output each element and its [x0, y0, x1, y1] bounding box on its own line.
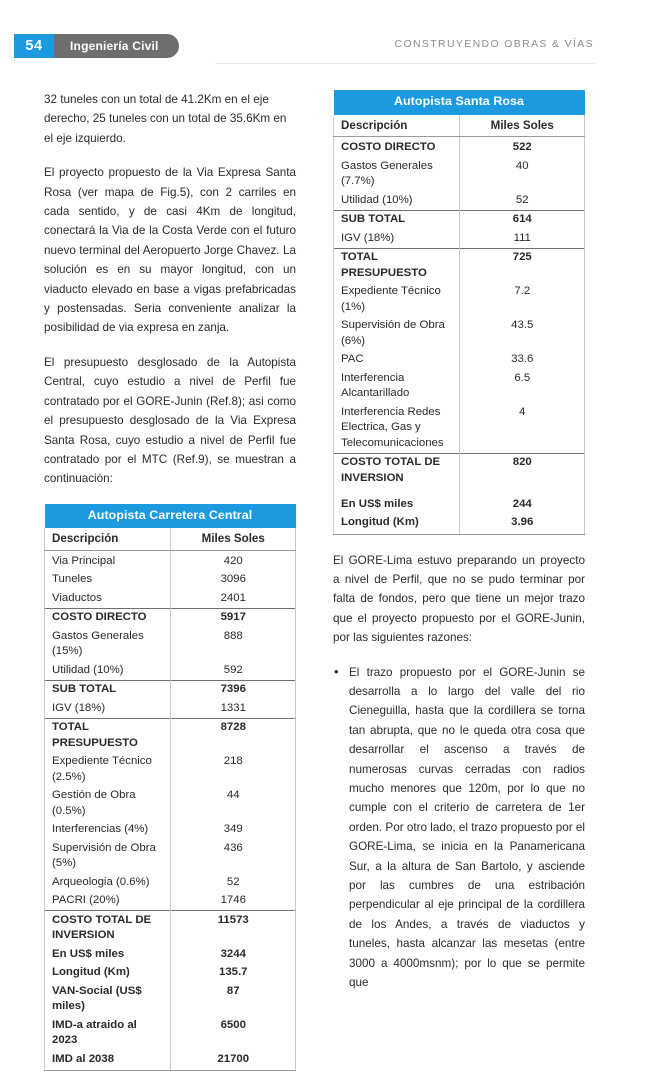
table-row: [334, 137, 585, 158]
cell-description: En US$ miles: [334, 488, 460, 514]
table-row: [334, 317, 585, 351]
cell-description: COSTO DIRECTO: [45, 608, 171, 627]
cell-description: Gestión de Obra (0.5%): [45, 787, 171, 821]
cell-value: 33.6: [459, 351, 585, 370]
table-header-row: [334, 115, 585, 137]
cell-description: IMD-a atraido al 2023: [45, 1016, 171, 1050]
table-title-row: [45, 504, 296, 529]
cell-value: 522: [459, 137, 585, 158]
table-row: [45, 787, 296, 821]
cell-value: 436: [170, 839, 296, 873]
table-row: [45, 873, 296, 892]
cell-value: 11573: [170, 911, 296, 946]
running-head: [0, 0, 650, 78]
cell-description: SUB TOTAL: [45, 680, 171, 699]
cell-description: Viaductos: [45, 589, 171, 608]
paragraph: El presupuesto desglosado de la Autopista Central, cuyo estudio a nivel de Perfil fue contratado por el GORE-Junin (Ref.8); asi como el presupuesto desglosado de la Via Expresa Santa Rosa, cuyo estudio a nivel de Perfil fue contratado por el MTC (Ref.9), se muestran a continuación:: [44, 355, 296, 486]
cell-value: 3244: [170, 945, 296, 964]
table-row: [45, 1016, 296, 1050]
cell-value: 725: [459, 248, 585, 283]
cell-description: Expediente Técnico (2.5%): [45, 753, 171, 787]
table-row: [45, 550, 296, 571]
cell-value: 44: [170, 787, 296, 821]
table-row: [45, 589, 296, 608]
paragraph: El GORE-Lima estuvo preparando un proyecto a nivel de Perfil, que no se pudo terminar por falta de fondos, pero que tiene un mejor trazo que el proyecto propuesto por el GORE-Junin, por las siguientes razones:: [333, 553, 585, 645]
cell-value: 6.5: [459, 369, 585, 403]
table-row: [45, 753, 296, 787]
table-row: [45, 964, 296, 983]
cell-value: 111: [459, 229, 585, 248]
section-label-pill: Ingeniería Civil: [54, 34, 179, 58]
table-row: [45, 821, 296, 840]
cell-description: COSTO TOTAL DE INVERSION: [334, 453, 460, 488]
cell-value: 4: [459, 403, 585, 453]
table-row: [334, 453, 585, 488]
cell-description: SUB TOTAL: [334, 210, 460, 229]
bullet-list: [333, 663, 585, 993]
cell-description: Longitud (Km): [334, 514, 460, 535]
table-title: Autopista Carretera Central: [45, 504, 296, 529]
column-header-description: Descripción: [45, 528, 171, 550]
table-row: [334, 229, 585, 248]
cell-description: Via Principal: [45, 550, 171, 571]
cell-value: 244: [459, 488, 585, 514]
paragraph: El proyecto propuesto de la Via Expresa Santa Rosa (ver mapa de Fig.5), con 2 carriles en cada sentido, y de casi 4Km de longitud, conectará la Via de la Costa Verde con el futuro nuevo terminal del Aeropuerto Jorge Chavez. La solución es en su mayor longitud, con un viaducto elevado en base a vigas prefabricadas y postensadas. Seria conveniente analizar la posibilidad de via expresa en zanja.: [44, 166, 296, 335]
cell-value: 8728: [170, 718, 296, 753]
cell-value: 614: [459, 210, 585, 229]
cell-description: Expediente Técnico (1%): [334, 283, 460, 317]
paragraph: 32 tuneles con un total de 41.2Km en el eje derecho, 25 tuneles con un total de 35.6Km en el eje izquierdo.: [44, 93, 287, 145]
column-header-value: Miles Soles: [170, 528, 296, 550]
table-row: [45, 699, 296, 718]
cell-description: Utilidad (10%): [45, 661, 171, 680]
table-row: [334, 403, 585, 453]
table-carretera-central: [44, 504, 296, 1072]
table-row: [45, 945, 296, 964]
cell-value: 52: [170, 873, 296, 892]
table-row: [334, 514, 585, 535]
cell-value: 43.5: [459, 317, 585, 351]
cell-description: IMD al 2038: [45, 1050, 171, 1071]
table-row: [334, 283, 585, 317]
cell-value: 87: [170, 982, 296, 1016]
table-row: [45, 680, 296, 699]
table-row: [334, 157, 585, 191]
table-header-row: [45, 528, 296, 550]
table-row: [45, 608, 296, 627]
cell-description: COSTO DIRECTO: [334, 137, 460, 158]
cell-description: Supervisión de Obra (5%): [45, 839, 171, 873]
cell-description: PACRI (20%): [45, 892, 171, 911]
cell-value: 592: [170, 661, 296, 680]
cell-value: 6500: [170, 1016, 296, 1050]
table-row: [45, 718, 296, 753]
table-row: [45, 571, 296, 590]
table-row: [334, 248, 585, 283]
cell-description: Gastos Generales (15%): [45, 627, 171, 661]
cell-value: 1331: [170, 699, 296, 718]
table-row: [45, 982, 296, 1016]
cell-description: Tuneles: [45, 571, 171, 590]
cell-value: 135.7: [170, 964, 296, 983]
table-row: [45, 1050, 296, 1071]
cell-description: TOTAL PRESUPUESTO: [45, 718, 171, 753]
table-row: [334, 191, 585, 210]
table-row: [334, 351, 585, 370]
table-row: [334, 210, 585, 229]
cell-value: 7.2: [459, 283, 585, 317]
column-header-value: Miles Soles: [459, 115, 585, 137]
table-row: [45, 911, 296, 946]
cell-value: 218: [170, 753, 296, 787]
cell-value: 349: [170, 821, 296, 840]
table-body: [45, 504, 296, 1071]
publication-title: CONSTRUYENDO OBRAS & VÍAS: [394, 38, 594, 50]
cell-description: COSTO TOTAL DE INVERSION: [45, 911, 171, 946]
column-header-description: Descripción: [334, 115, 460, 137]
list-item: • El trazo propuesto por el GORE-Junin se desarrolla a lo largo del valle del rio Cieneguilla, hasta que la cordillera se torna tan abrupta, que no le queda otra cosa que desarrollar el ascenso a través de numerosas curvas cerradas con radios mucho menores que 120m, por lo que no cumple con el criterio de carretera de 1er orden. Por otro lado, el trazo propuesto por el GORE-Lima, se inicia en la Panamericana Sur, a la altura de San Bartolo, y asciende por las cumbres de una estribación perpendicular al eje principal de la cordillera de los Andes, a través de viaductos y tuneles, hasta alcanzar las mesetas (entre 3000 a 4000msnm); por lo que se permite que: [333, 663, 585, 993]
table-title: Autopista Santa Rosa: [334, 90, 585, 115]
table-santa-rosa: [333, 90, 585, 535]
cell-value: 5917: [170, 608, 296, 627]
table-title-row: [334, 90, 585, 115]
cell-value: 21700: [170, 1050, 296, 1071]
table-row: [45, 627, 296, 661]
cell-description: Supervisión de Obra (6%): [334, 317, 460, 351]
cell-value: 2401: [170, 589, 296, 608]
cell-value: 3096: [170, 571, 296, 590]
cell-description: Longitud (Km): [45, 964, 171, 983]
cell-description: En US$ miles: [45, 945, 171, 964]
cell-value: 1746: [170, 892, 296, 911]
cell-description: Arqueologia (0.6%): [45, 873, 171, 892]
cell-value: 7396: [170, 680, 296, 699]
cell-value: 888: [170, 627, 296, 661]
cell-description: Interferencias (4%): [45, 821, 171, 840]
cell-value: 40: [459, 157, 585, 191]
right-column: [333, 90, 585, 1006]
cell-value: 3.96: [459, 514, 585, 535]
cell-value: 52: [459, 191, 585, 210]
table-row: [45, 661, 296, 680]
cell-description: IGV (18%): [334, 229, 460, 248]
cell-description: VAN-Social (US$ miles): [45, 982, 171, 1016]
table-row: [334, 369, 585, 403]
table-body: [334, 90, 585, 534]
page-number-badge: 54: [14, 34, 54, 58]
table-row: [45, 839, 296, 873]
cell-value: 820: [459, 453, 585, 488]
cell-description: Gastos Generales (7.7%): [334, 157, 460, 191]
cell-description: TOTAL PRESUPUESTO: [334, 248, 460, 283]
cell-description: Interferencia Alcantarillado: [334, 369, 460, 403]
cell-value: 420: [170, 550, 296, 571]
cell-description: PAC: [334, 351, 460, 370]
cell-description: Utilidad (10%): [334, 191, 460, 210]
cell-description: IGV (18%): [45, 699, 171, 718]
header-divider: [215, 63, 595, 64]
table-row: [45, 892, 296, 911]
cell-description: Interferencia Redes Electrica, Gas y Telecomunicaciones: [334, 403, 460, 453]
left-column: [44, 90, 296, 1087]
table-row: [334, 488, 585, 514]
